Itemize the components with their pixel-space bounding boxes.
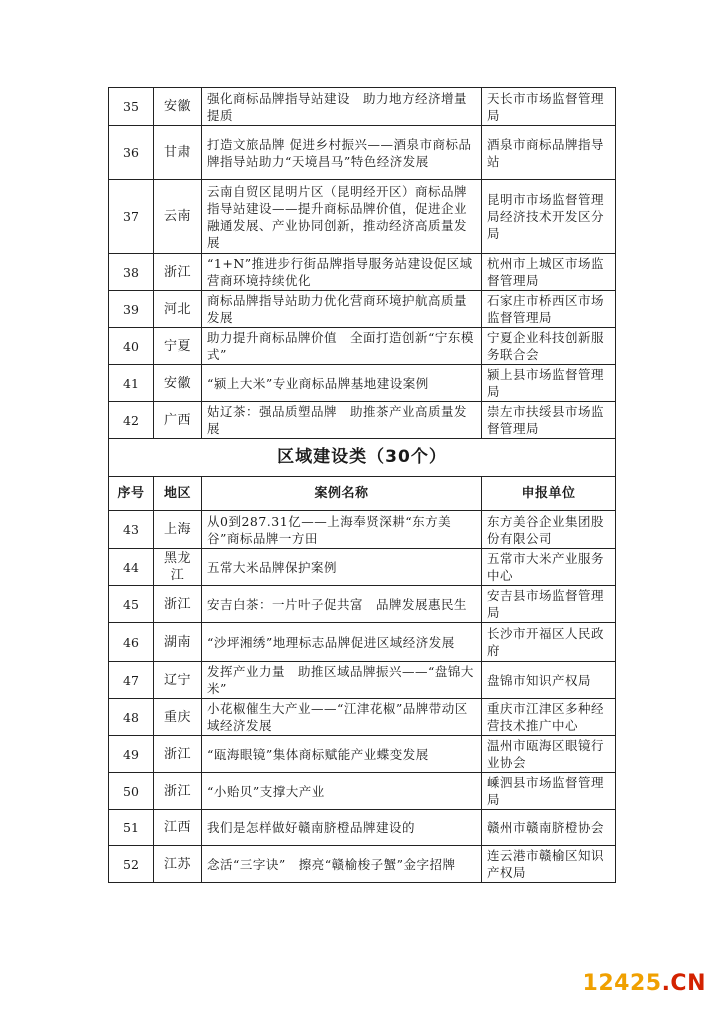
row-unit: 重庆市江津区多种经营技术推广中心 bbox=[482, 699, 616, 736]
row-region: 浙江 bbox=[154, 586, 202, 623]
row-unit: 连云港市赣榆区知识产权局 bbox=[482, 846, 616, 883]
row-case-name: 姑辽茶：强品质塑品牌 助推茶产业高质量发展 bbox=[202, 402, 482, 439]
row-case-name: 商标品牌指导站助力优化营商环境护航高质量发展 bbox=[202, 291, 482, 328]
row-index: 41 bbox=[109, 365, 154, 402]
row-index: 44 bbox=[109, 549, 154, 586]
row-index: 49 bbox=[109, 736, 154, 773]
row-case-name: 云南自贸区昆明片区（昆明经开区）商标品牌指导站建设——提升商标品牌价值，促进企业融通发展、产业协同创新，推动经济高质量发展 bbox=[202, 180, 482, 254]
site-watermark-logo bbox=[583, 971, 706, 996]
row-case-name: “小贻贝”支撑大产业 bbox=[202, 773, 482, 810]
table-body-part2 bbox=[109, 511, 616, 883]
row-unit: 酒泉市商标品牌指导站 bbox=[482, 126, 616, 180]
col-header-region: 地区 bbox=[154, 477, 202, 511]
table-row bbox=[109, 736, 616, 773]
row-case-name: 小花椒催生大产业——“江津花椒”品牌带动区域经济发展 bbox=[202, 699, 482, 736]
row-case-name: 念活“三字诀” 擦亮“赣榆梭子蟹”金字招牌 bbox=[202, 846, 482, 883]
table-row bbox=[109, 846, 616, 883]
row-case-name: “1+N”推进步行街品牌指导服务站建设促区域营商环境持续优化 bbox=[202, 254, 482, 291]
row-region: 甘肃 bbox=[154, 126, 202, 180]
row-region: 重庆 bbox=[154, 699, 202, 736]
row-unit: 五常市大米产业服务中心 bbox=[482, 549, 616, 586]
case-table bbox=[108, 87, 616, 883]
row-case-name: 安吉白茶：一片叶子促共富 品牌发展惠民生 bbox=[202, 586, 482, 623]
table-row bbox=[109, 810, 616, 846]
table-row bbox=[109, 662, 616, 699]
row-index: 46 bbox=[109, 623, 154, 662]
row-unit: 石家庄市桥西区市场监督管理局 bbox=[482, 291, 616, 328]
table-row bbox=[109, 623, 616, 662]
row-region: 上海 bbox=[154, 511, 202, 549]
row-region: 浙江 bbox=[154, 254, 202, 291]
table-row bbox=[109, 699, 616, 736]
row-index: 45 bbox=[109, 586, 154, 623]
row-case-name: “瓯海眼镜”集体商标赋能产业蝶变发展 bbox=[202, 736, 482, 773]
row-region: 湖南 bbox=[154, 623, 202, 662]
row-index: 50 bbox=[109, 773, 154, 810]
row-index: 48 bbox=[109, 699, 154, 736]
table-row bbox=[109, 773, 616, 810]
row-unit: 崇左市扶绥县市场监督管理局 bbox=[482, 402, 616, 439]
row-index: 35 bbox=[109, 88, 154, 126]
row-region: 辽宁 bbox=[154, 662, 202, 699]
row-index: 36 bbox=[109, 126, 154, 180]
table-row bbox=[109, 402, 616, 439]
row-unit: 昆明市市场监督管理局经济技术开发区分局 bbox=[482, 180, 616, 254]
row-index: 40 bbox=[109, 328, 154, 365]
row-region: 河北 bbox=[154, 291, 202, 328]
row-region: 江苏 bbox=[154, 846, 202, 883]
col-header-unit: 申报单位 bbox=[482, 477, 616, 511]
row-unit: 天长市市场监督管理局 bbox=[482, 88, 616, 126]
row-unit: 颍上县市场监督管理局 bbox=[482, 365, 616, 402]
row-case-name: 从0到287.31亿——上海奉贤深耕“东方美谷”商标品牌一方田 bbox=[202, 511, 482, 549]
row-case-name: 发挥产业力量 助推区域品牌振兴——“盘锦大米” bbox=[202, 662, 482, 699]
row-case-name: 五常大米品牌保护案例 bbox=[202, 549, 482, 586]
section-title-row bbox=[109, 439, 616, 477]
col-header-index: 序号 bbox=[109, 477, 154, 511]
table-row bbox=[109, 511, 616, 549]
row-region: 云南 bbox=[154, 180, 202, 254]
row-region: 浙江 bbox=[154, 736, 202, 773]
section-title: 区域建设类（30个） bbox=[109, 439, 616, 477]
table-row bbox=[109, 365, 616, 402]
row-index: 39 bbox=[109, 291, 154, 328]
row-index: 51 bbox=[109, 810, 154, 846]
row-unit: 东方美谷企业集团股份有限公司 bbox=[482, 511, 616, 549]
row-unit: 赣州市赣南脐橙协会 bbox=[482, 810, 616, 846]
row-unit: 安吉县市场监督管理局 bbox=[482, 586, 616, 623]
row-region: 黑龙江 bbox=[154, 549, 202, 586]
row-region: 广西 bbox=[154, 402, 202, 439]
row-region: 宁夏 bbox=[154, 328, 202, 365]
row-unit: 盘锦市知识产权局 bbox=[482, 662, 616, 699]
row-case-name: 打造文旅品牌 促进乡村振兴——酒泉市商标品牌指导站助力“天境昌马”特色经济发展 bbox=[202, 126, 482, 180]
table-section-header bbox=[109, 439, 616, 511]
row-index: 42 bbox=[109, 402, 154, 439]
table-row bbox=[109, 328, 616, 365]
table-row bbox=[109, 586, 616, 623]
row-index: 52 bbox=[109, 846, 154, 883]
row-region: 浙江 bbox=[154, 773, 202, 810]
row-case-name: “颍上大米”专业商标品牌基地建设案例 bbox=[202, 365, 482, 402]
row-unit: 嵊泗县市场监督管理局 bbox=[482, 773, 616, 810]
row-index: 43 bbox=[109, 511, 154, 549]
row-case-name: 我们是怎样做好赣南脐橙品牌建设的 bbox=[202, 810, 482, 846]
row-region: 安徽 bbox=[154, 365, 202, 402]
row-region: 江西 bbox=[154, 810, 202, 846]
row-index: 47 bbox=[109, 662, 154, 699]
table-row bbox=[109, 180, 616, 254]
row-index: 37 bbox=[109, 180, 154, 254]
table-row bbox=[109, 126, 616, 180]
row-unit: 宁夏企业科技创新服务联合会 bbox=[482, 328, 616, 365]
row-unit: 杭州市上城区市场监督管理局 bbox=[482, 254, 616, 291]
table-row bbox=[109, 254, 616, 291]
row-index: 38 bbox=[109, 254, 154, 291]
watermark-domain: .CN bbox=[661, 971, 706, 996]
row-case-name: 助力提升商标品牌价值 全面打造创新“宁东模式” bbox=[202, 328, 482, 365]
table-row bbox=[109, 549, 616, 586]
table-row bbox=[109, 88, 616, 126]
row-case-name: 强化商标品牌指导站建设 助力地方经济增量提质 bbox=[202, 88, 482, 126]
watermark-number: 12425 bbox=[582, 971, 662, 996]
column-header-row bbox=[109, 477, 616, 511]
row-region: 安徽 bbox=[154, 88, 202, 126]
row-unit: 温州市瓯海区眼镜行业协会 bbox=[482, 736, 616, 773]
table-body-part1 bbox=[109, 88, 616, 439]
row-case-name: “沙坪湘绣”地理标志品牌促进区域经济发展 bbox=[202, 623, 482, 662]
table-row bbox=[109, 291, 616, 328]
row-unit: 长沙市开福区人民政府 bbox=[482, 623, 616, 662]
col-header-case: 案例名称 bbox=[202, 477, 482, 511]
